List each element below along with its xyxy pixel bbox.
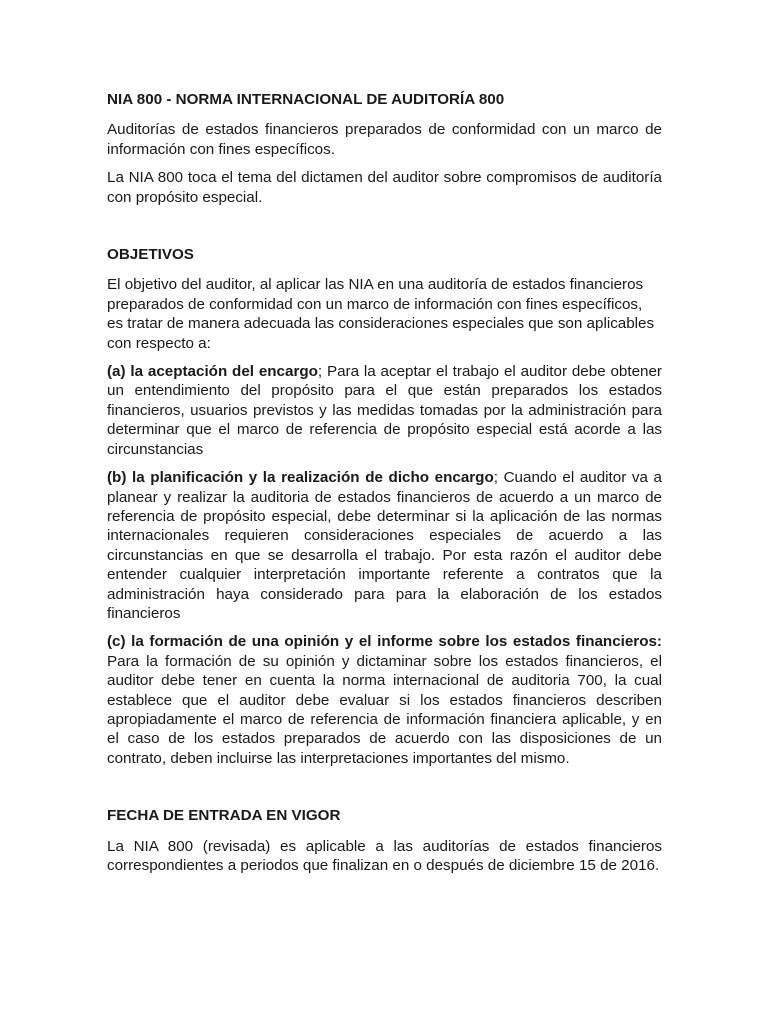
objective-item-c (107, 632, 662, 768)
objective-item-label: (a) la aceptación del encargo (107, 363, 318, 381)
effective-date-paragraph: La NIA 800 (revisada) es aplicable a las auditorías de estados financieros correspondientes a periodos que finalizan en o después de diciembre 15 de 2016. (107, 837, 662, 874)
document-page (107, 90, 662, 875)
objective-item-label: (c) la formación de una opinión y el informe sobre los estados financieros: (107, 633, 662, 651)
objective-item-b (107, 468, 662, 623)
effective-date-heading: FECHA DE ENTRADA EN VIGOR (107, 807, 341, 825)
intro-paragraph: Auditorías de estados financieros preparados de conformidad con un marco de información con fines específicos. (107, 121, 662, 158)
objectives-heading: OBJETIVOS (107, 246, 194, 264)
objective-item-text: Para la formación de su opinión y dictaminar sobre los estados financieros, el auditor debe tener en cuenta la norma internacional de auditoria 700, la cual establece que el auditor debe evaluar si los estados financieros describen apropiadamente el marco de referencia de información financiera aplicable, y en el caso de los estados preparados de acuerdo con las disposiciones de un contrato, deben incluirse las interpretaciones importantes del mismo. (107, 652, 662, 767)
objective-item-text: ; Cuando el auditor va a planear y realizar la auditoria de estados financieros de acuerdo a un marco de referencia de propósito especial, debe determinar si la aplicación de las normas internacionales requieren consideraciones especiales de acuerdo a las circunstancias en que se desarrolla el trabajo. Por esta razón el auditor debe entender cualquier interpretación importante referente a contratos que la administración haya considerado para para la elaboración de los estados financieros (107, 469, 662, 622)
intro-paragraph: La NIA 800 toca el tema del dictamen del auditor sobre compromisos de auditoría con propósito especial. (107, 169, 662, 206)
objective-item-label: (b) la planificación y la realización de dicho encargo (107, 469, 494, 487)
objective-item-a (107, 362, 662, 459)
objective-item-text: ; Para la aceptar el trabajo el auditor debe obtener un entendimiento del propósito para el que están preparados los estados financieros, usuarios previstos y las medidas tomadas por la administración para determinar que el marco de referencia de propósito especial está acorde a las circunstancias (107, 363, 662, 458)
document-title: NIA 800 - NORMA INTERNACIONAL DE AUDITORÍA 800 (107, 91, 505, 108)
objectives-paragraph: El objetivo del auditor, al aplicar las NIA en una auditoría de estados financieros preparados de conformidad con un marco de información con fines específicos, es tratar de manera adecuada las consideraciones especiales que son aplicables con respecto a: (107, 276, 655, 352)
